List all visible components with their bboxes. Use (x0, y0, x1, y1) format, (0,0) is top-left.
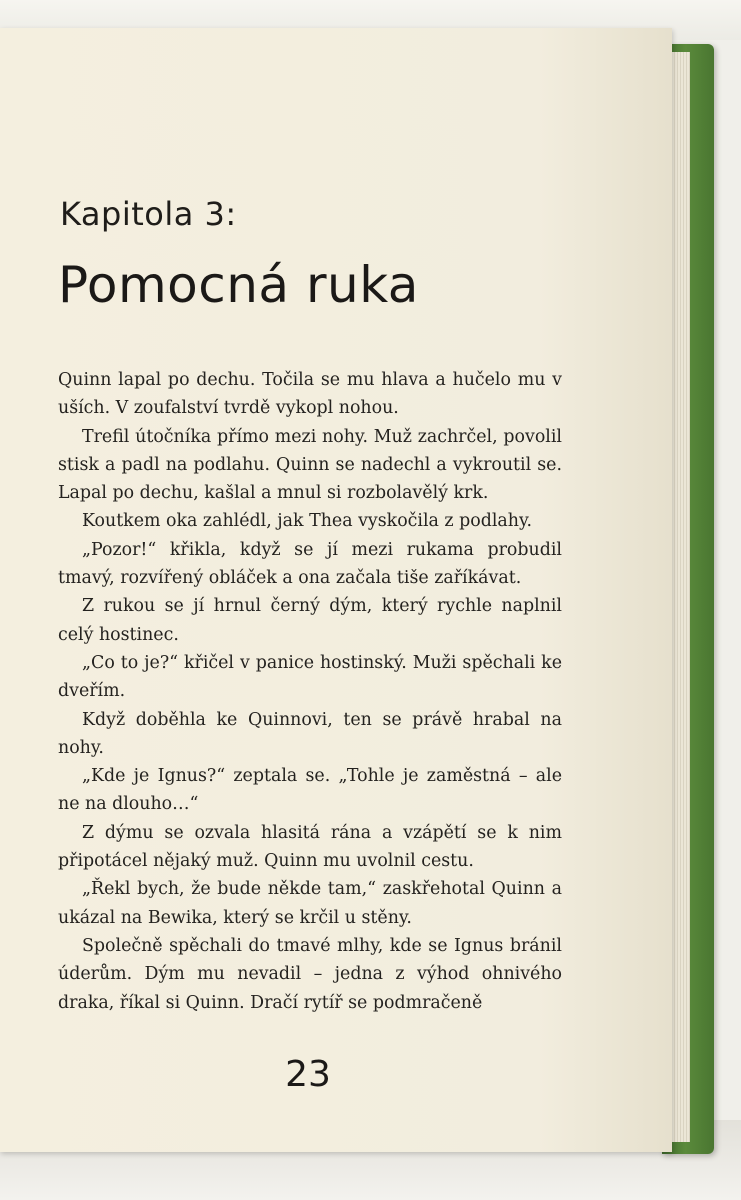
chapter-label: Kapitola 3: (60, 195, 237, 233)
paragraph: Z rukou se jí hrnul černý dým, který rychle naplnil celý hostinec. (58, 596, 562, 645)
paragraph: „Pozor!“ křikla, když se jí mezi rukama probudil tmavý, rozvířený obláček a ona začala tiše zaříkávat. (58, 539, 562, 589)
body-text (58, 366, 562, 1017)
paragraph: „Kde je Ignus?“ zeptala se. „Tohle je zaměstná – ale ne na dlouho…“ (58, 766, 562, 815)
paragraph: Quinn lapal po dechu. Točila se mu hlava a hučelo mu v uších. V zoufalství tvrdě vykopl nohou. (58, 370, 562, 419)
paragraph: „Co to je?“ křičel v panice hostinský. Muži spěchali ke dveřím. (58, 652, 562, 702)
page-number: 23 (285, 1054, 331, 1095)
paragraph: Z dýmu se ozvala hlasitá rána a vzápětí se k nim připotácel nějaký muž. Quinn mu uvolnil cestu. (58, 822, 562, 872)
chapter-title: Pomocná ruka (58, 256, 419, 314)
paragraph: Společně spěchali do tmavé mlhy, kde se Ignus bránil úderům. Dým mu nevadil – jedna z výhod ohnivého draka, říkal si Quinn. Dračí rytíř se podmračeně (58, 935, 562, 1013)
paragraph: Když doběhla ke Quinnovi, ten se právě hrabal na nohy. (58, 709, 562, 758)
paragraph: Koutkem oka zahlédl, jak Thea vyskočila z podlahy. (82, 511, 533, 532)
paragraph: „Řekl bych, že bude někde tam,“ zaskřehotal Quinn a ukázal na Bewika, který se krčil u stěny. (58, 879, 562, 928)
paragraph: Trefil útočníka přímo mezi nohy. Muž zachrčel, povolil stisk a padl na podlahu. Quinn se nadechl a vykroutil se. Lapal po dechu, kašlal a mnul si rozbolavělý krk. (58, 426, 562, 504)
